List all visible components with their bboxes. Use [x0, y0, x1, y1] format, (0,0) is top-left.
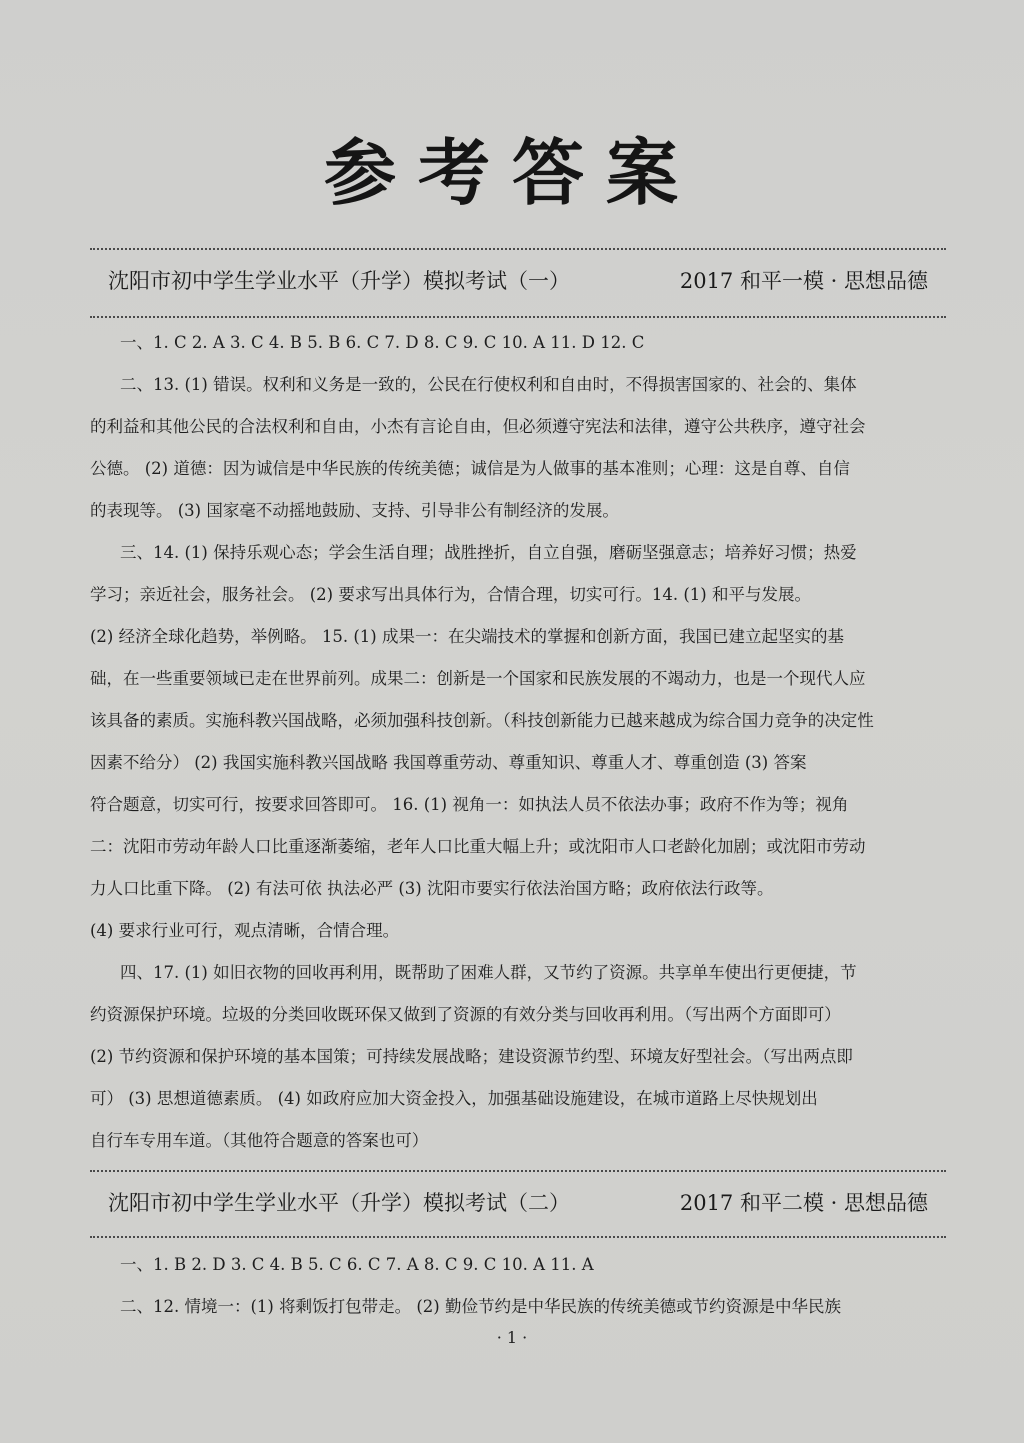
- answer-line: 二：沈阳市劳动年龄人口比重逐渐萎缩，老年人口比重大幅上升；或沈阳市人口老龄化加剧；或沈阳市劳动: [90, 837, 866, 856]
- answer-line: 四、17. (1) 如旧衣物的回收再利用，既帮助了困难人群，又节约了资源。共享单车使出行更便捷，节: [120, 963, 857, 982]
- answer-line: 学习；亲近社会，服务社会。 (2) 要求写出具体行为，合情合理，切实可行。14. (1) 和平与发展。: [90, 585, 811, 604]
- answer-line: 因素不给分） (2) 我国实施科教兴国战略 我国尊重劳动、尊重知识、尊重人才、尊重创造 (3) 答案: [90, 753, 807, 772]
- answer-line: 三、14. (1) 保持乐观心态；学会生活自理；战胜挫折，自立自强，磨砺坚强意志；培养好习惯；热爱: [120, 543, 857, 562]
- answer-line: 二、12. 情境一：(1) 将剩饭打包带走。 (2) 勤俭节约是中华民族的传统美德或节约资源是中华民族: [120, 1297, 841, 1316]
- answer-line: 力人口比重下降。 (2) 有法可依 执法必严 (3) 沈阳市要实行依法治国方略；政府依法行政等。: [90, 879, 774, 898]
- answer-line: 一、1. B 2. D 3. C 4. B 5. C 6. C 7. A 8. C 9. C 10. A 11. A: [120, 1255, 594, 1274]
- divider: [90, 316, 946, 318]
- divider: [90, 1170, 946, 1172]
- answer-line: 可） (3) 思想道德素质。 (4) 如政府应加大资金投入，加强基础设施建设，在城市道路上尽快规划出: [90, 1089, 818, 1108]
- exam-tag: 2017 和平二模 · 思想品德: [679, 1191, 928, 1215]
- answer-line: 一、1. C 2. A 3. C 4. B 5. B 6. C 7. D 8. C 9. C 10. A 11. D 12. C: [120, 333, 645, 352]
- answer-line: 约资源保护环境。垃圾的分类回收既环保又做到了资源的有效分类与回收再利用。（写出两个方面即可）: [90, 1005, 841, 1024]
- answer-line: 的表现等。 (3) 国家毫不动摇地鼓励、支持、引导非公有制经济的发展。: [90, 501, 619, 520]
- answer-line: 础，在一些重要领域已走在世界前列。成果二：创新是一个国家和民族发展的不竭动力，也是一个现代人应: [90, 669, 866, 688]
- page-number: · 1 ·: [496, 1328, 528, 1347]
- answer-line: 公德。 (2) 道德：因为诚信是中华民族的传统美德；诚信是为人做事的基本准则；心理：这是自尊、自信: [90, 459, 850, 478]
- exam-title: 沈阳市初中学生学业水平（升学）模拟考试（二）: [108, 1191, 570, 1215]
- answer-line: 符合题意，切实可行，按要求回答即可。 16. (1) 视角一：如执法人员不依法办事；政府不作为等；视角: [90, 795, 849, 814]
- page-title: 参考答案: [323, 131, 700, 215]
- answer-line: 该具备的素质。实施科教兴国战略，必须加强科技创新。（科技创新能力已越来越成为综合国力竞争的决定性: [90, 711, 874, 730]
- answer-line: (4) 要求行业可行，观点清晰，合情合理。: [90, 921, 400, 940]
- answer-line: 自行车专用车道。（其他符合题意的答案也可）: [90, 1131, 429, 1150]
- section-heading: [108, 264, 938, 298]
- exam-title: 沈阳市初中学生学业水平（升学）模拟考试（一）: [108, 269, 570, 293]
- section-heading: [108, 1186, 938, 1220]
- answer-line: (2) 经济全球化趋势，举例略。 15. (1) 成果一：在尖端技术的掌握和创新方面，我国已建立起坚实的基: [90, 627, 844, 646]
- answer-line: 的利益和其他公民的合法权利和自由，小杰有言论自由，但必须遵守宪法和法律，遵守公共秩序，遵守社会: [90, 417, 866, 436]
- exam-tag: 2017 和平一模 · 思想品德: [679, 269, 928, 293]
- divider: [90, 1236, 946, 1238]
- answer-line: (2) 节约资源和保护环境的基本国策；可持续发展战略；建设资源节约型、环境友好型社会。（写出两点即: [90, 1047, 853, 1066]
- divider: [90, 248, 946, 250]
- answer-line: 二、13. (1) 错误。权利和义务是一致的，公民在行使权利和自由时，不得损害国家的、社会的、集体: [120, 375, 857, 394]
